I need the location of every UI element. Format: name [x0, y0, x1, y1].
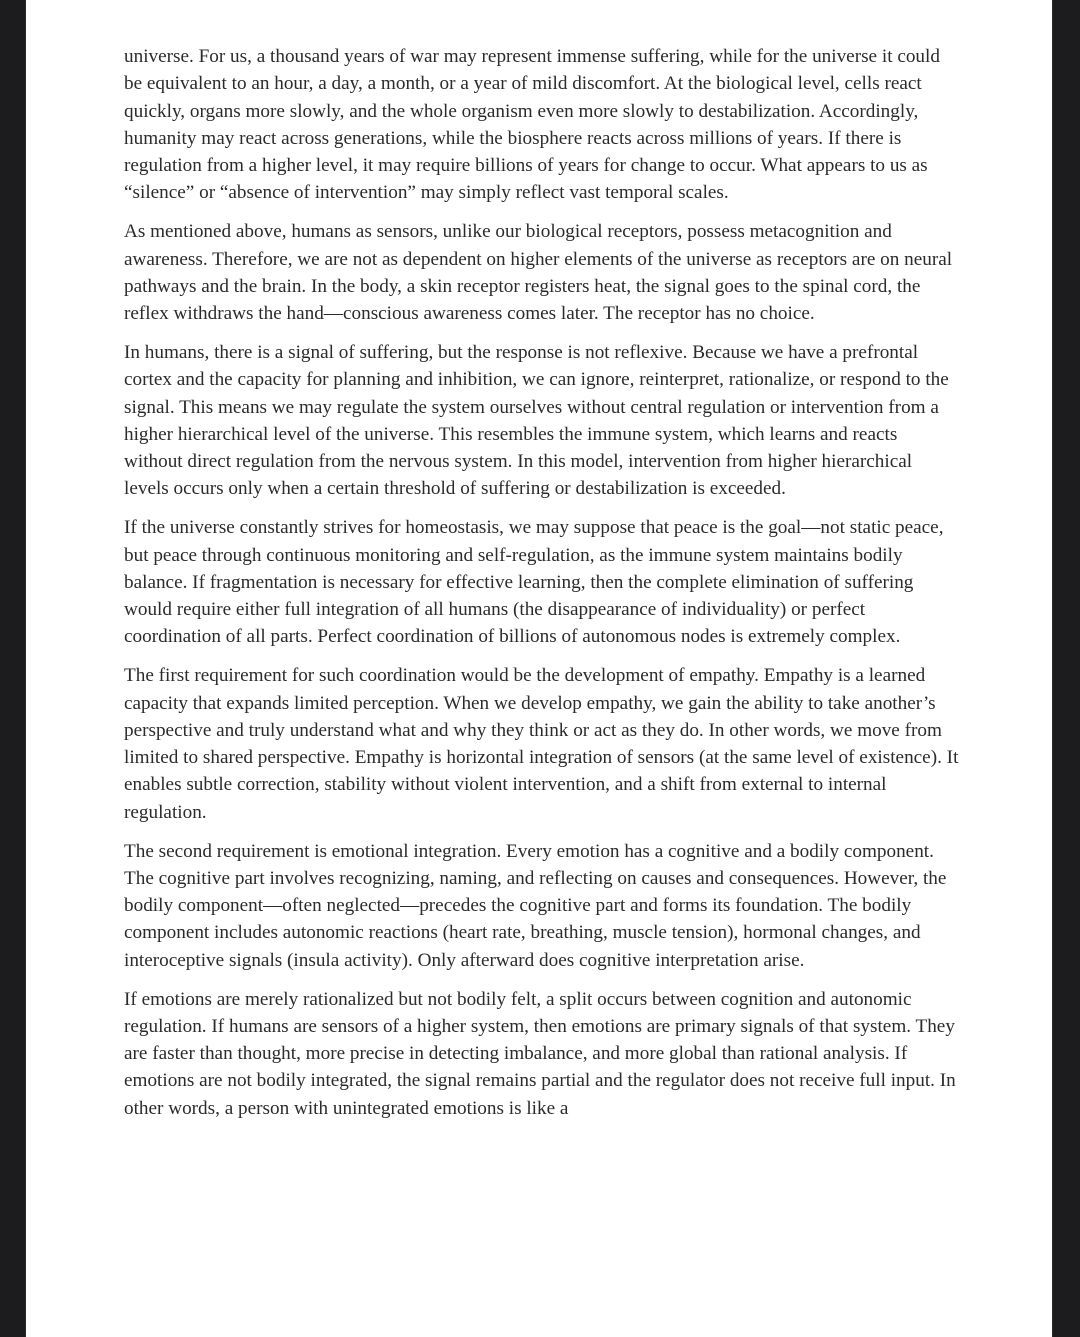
- paragraph-homeostasis: If the universe constantly strives for homeostasis, we may suppose that peace is the goal—not static peace, but peace through continuous monitoring and self-regulation, as the immune system maintains bodily balance. If fragmentation is necessary for effective learning, then the complete elimination of suffering would require either full integration of all humans (the disappearance of individuality) or perfect coordination of all parts. Perfect coordination of billions of autonomous nodes is extremely complex.: [124, 517, 944, 648]
- paragraph-unintegrated-emotions: If emotions are merely rationalized but not bodily felt, a split occurs between cognition and autonomic regulation. If humans are sensors of a higher system, then emotions are primary signals of that system. They are faster than thought, more precise in detecting imbalance, and more global than rational analysis. If emotions are not bodily integrated, the signal remains partial and the regulator does not receive full input. In other words, a person with unintegrated emotions is like a: [124, 988, 956, 1119]
- page-text-body: [124, 43, 960, 1133]
- paragraph-empathy: The first requirement for such coordination would be the development of empathy. Empathy is a learned capacity that expands limited perception. When we develop empathy, we gain the ability to take another’s perspective and truly understand what and why they think or act as they do. In other words, we move from limited to shared perspective. Empathy is horizontal integration of sensors (at the same level of existence). It enables subtle correction, stability without violent intervention, and a shift from external to internal regulation.: [124, 665, 959, 823]
- document-page: [26, 0, 1052, 1337]
- paragraph-temporal-scales: universe. For us, a thousand years of war may represent immense suffering, while for the universe it could be equivalent to an hour, a day, a month, or a year of mild discomfort. At the biological level, cells react quickly, organs more slowly, and the whole organism even more slowly to destabilization. Accordingly, humanity may react across generations, while the biosphere reacts across millions of years. If there is regulation from a higher level, it may require billions of years for change to occur. What appears to us as “silence” or “absence of intervention” may simply reflect vast temporal scales.: [124, 46, 940, 204]
- paragraph-signal-of-suffering: In humans, there is a signal of suffering, but the response is not reflexive. Because we have a prefrontal cortex and the capacity for planning and inhibition, we can ignore, reinterpret, rationalize, or respond to the signal. This means we may regulate the system ourselves without central regulation or intervention from a higher hierarchical level of the universe. This resembles the immune system, which learns and reacts without direct regulation from the nervous system. In this model, intervention from higher hierarchical levels occurs only when a certain threshold of suffering or destabilization is exceeded.: [124, 341, 949, 500]
- paragraph-emotional-integration: The second requirement is emotional integration. Every emotion has a cognitive and a bodily component. The cognitive part involves recognizing, naming, and reflecting on causes and consequences. However, the bodily component—often neglected—precedes the cognitive part and forms its foundation. The bodily component includes autonomic reactions (heart rate, breathing, muscle tension), hormonal changes, and interoceptive signals (insula activity). Only afterward does cognitive interpretation arise.: [124, 840, 947, 971]
- paragraph-humans-as-sensors: As mentioned above, humans as sensors, unlike our biological receptors, possess metacognition and awareness. Therefore, we are not as dependent on higher elements of the universe as receptors are on neural pathways and the brain. In the body, a skin receptor registers heat, the signal goes to the spinal cord, the reflex withdraws the hand—conscious awareness comes later. The receptor has no choice.: [124, 221, 953, 325]
